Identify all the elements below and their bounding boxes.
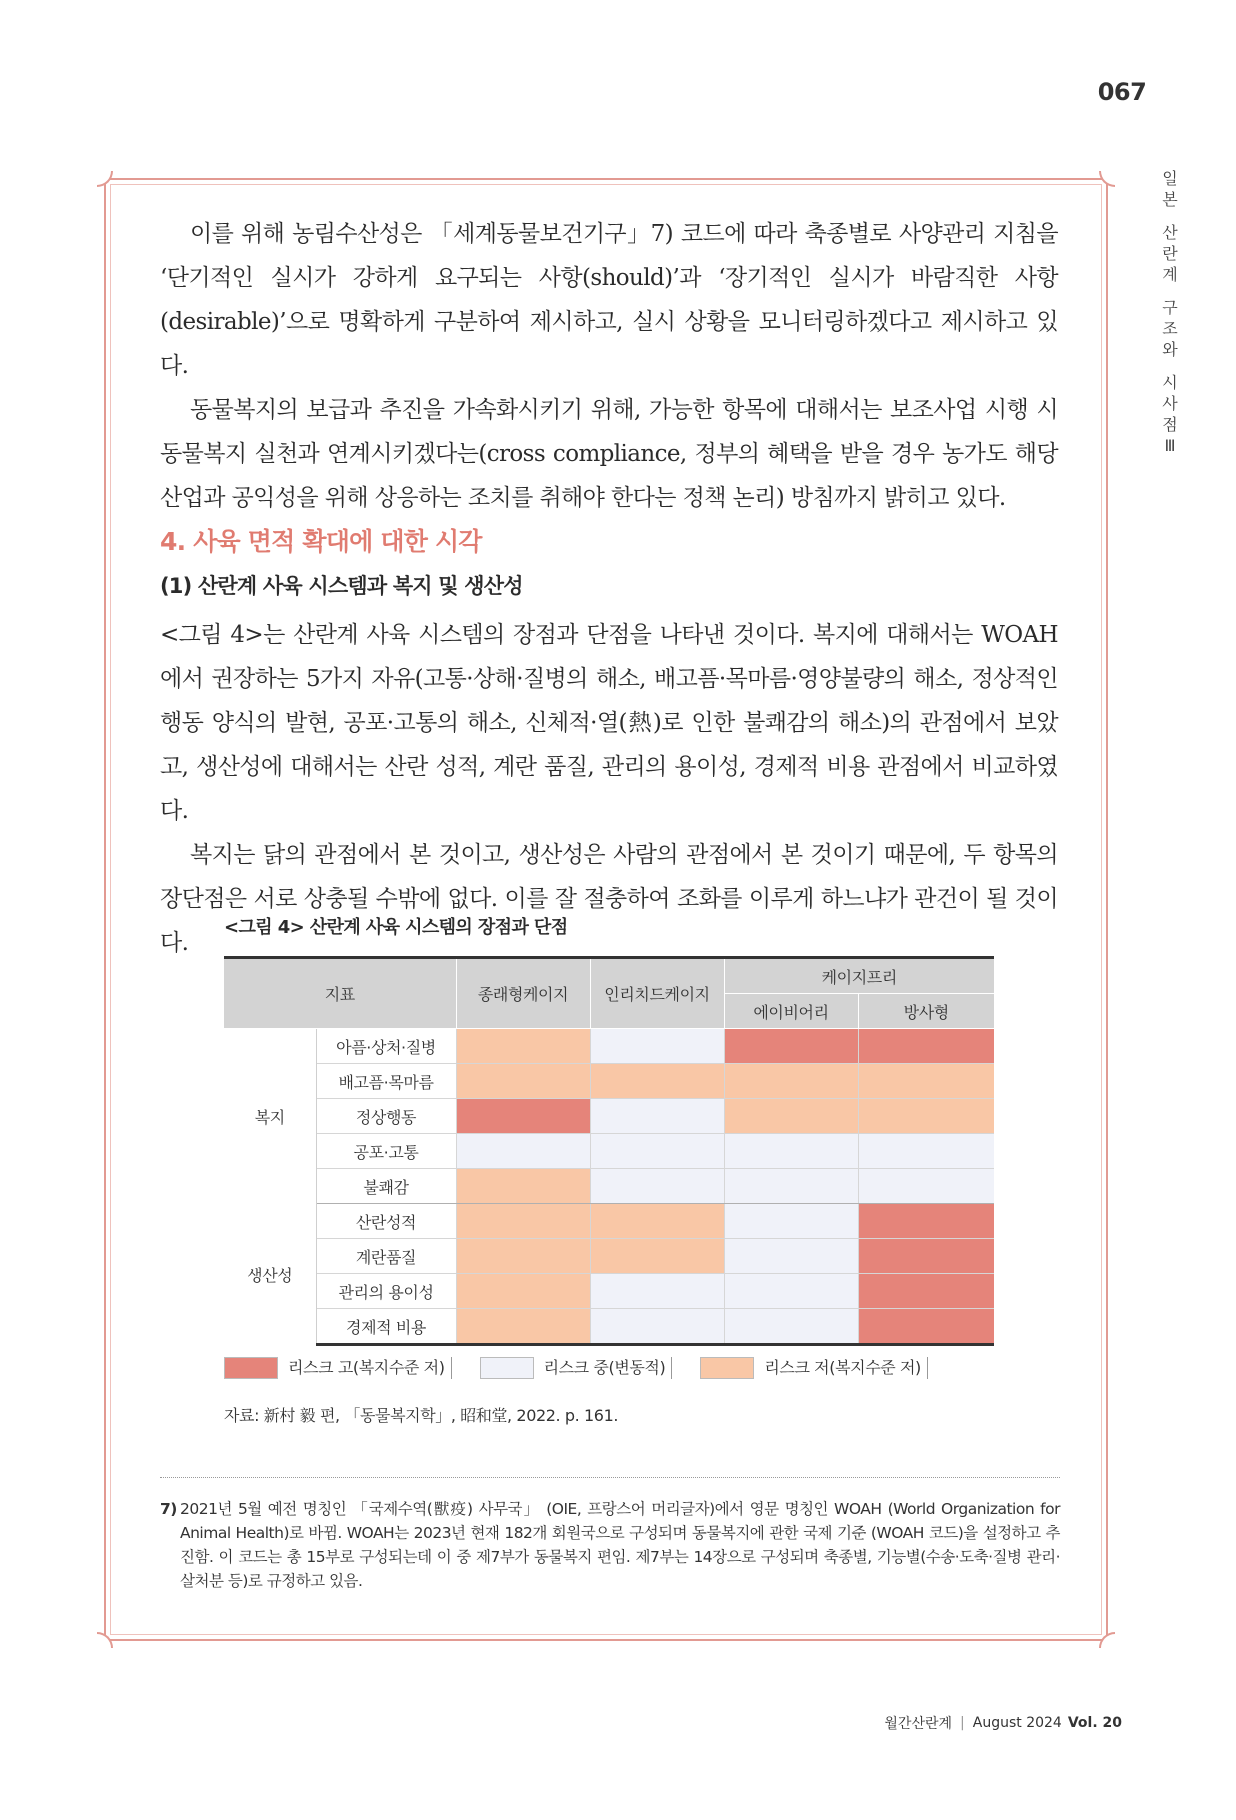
vertical-title-char: 본 <box>1162 190 1178 209</box>
paragraph: 동물복지의 보급과 추진을 가속화시키기 위해, 가능한 항목에 대해서는 보조사업 시행 시 동물복지 실천과 연계시키겠다는(cross compliance, 정부의 혜택을 받을 경우 농가도 해당 산업과 공익성을 위해 상응하는 조치를 취해야 한다는 정책 논리) 방침까지 밝히고 있다. <box>160 397 1058 511</box>
risk-cell-low <box>724 1064 858 1099</box>
risk-cell-mid <box>590 1029 724 1064</box>
risk-cell-mid <box>590 1274 724 1309</box>
header-enriched-cage: 인리치드케이지 <box>590 958 724 1029</box>
indicator-label: 아픔·상처·질병 <box>316 1029 456 1064</box>
table-row <box>224 1099 994 1134</box>
risk-cell-high <box>724 1029 858 1064</box>
risk-cell-low <box>858 1064 994 1099</box>
header-free-range: 방사형 <box>858 994 994 1029</box>
paragraph: 복지는 닭의 관점에서 본 것이고, 생산성은 사람의 관점에서 본 것이기 때문에, 두 항목의 장단점은 서로 상충될 수밖에 없다. 이를 잘 절충하여 조화를 이루게 하느냐가 관건이 될 것이다. <box>160 842 1058 956</box>
risk-cell-mid <box>724 1274 858 1309</box>
indicator-label: 배고픔·목마름 <box>316 1064 456 1099</box>
issue-date: August 2024 <box>972 1715 1062 1731</box>
risk-cell-mid <box>456 1134 590 1169</box>
footnote <box>160 1497 1060 1593</box>
frame-corner <box>97 171 113 187</box>
vertical-title-char: 와 <box>1162 340 1178 359</box>
legend-swatch <box>224 1357 278 1379</box>
indicator-label: 계란품질 <box>316 1239 456 1274</box>
legend-item-low <box>700 1357 928 1379</box>
section-vertical-title <box>1155 168 1185 456</box>
page-footer <box>884 1713 1122 1733</box>
legend-swatch <box>700 1357 754 1379</box>
risk-cell-mid <box>858 1169 994 1204</box>
indicator-label: 산란성적 <box>316 1204 456 1239</box>
indicator-label: 불쾌감 <box>316 1169 456 1204</box>
volume-number: Vol. 20 <box>1067 1715 1122 1731</box>
vertical-title-char: 일 <box>1162 169 1178 188</box>
risk-cell-high <box>858 1204 994 1239</box>
magazine-name: 월간산란계 <box>884 1716 953 1732</box>
risk-cell-mid <box>858 1134 994 1169</box>
risk-cell-low <box>456 1274 590 1309</box>
frame-corner <box>1099 1632 1115 1648</box>
risk-table <box>224 956 994 1346</box>
table-row <box>224 1204 994 1239</box>
vertical-title-char: Ⅲ <box>1164 436 1176 455</box>
risk-cell-high <box>858 1029 994 1064</box>
legend <box>224 1357 956 1379</box>
paragraph: 이를 위해 농림수산성은 「세계동물보건기구」7) 코드에 따라 축종별로 사양관리 지침을 ‘단기적인 실시가 강하게 요구되는 사항(should)’과 ‘장기적인 실시가 바람직한 사항(desirable)’으로 명확하게 구분하여 제시하고, 실시 상황을 모니터링하겠다고 제시하고 있다. <box>160 221 1058 379</box>
table-row <box>224 1029 994 1064</box>
risk-cell-low <box>456 1204 590 1239</box>
risk-cell-low <box>456 1029 590 1064</box>
indicator-label: 공포·고통 <box>316 1134 456 1169</box>
risk-cell-low <box>590 1064 724 1099</box>
legend-item-mid <box>480 1357 673 1379</box>
risk-cell-low <box>858 1099 994 1134</box>
group-label: 생산성 <box>224 1204 316 1345</box>
risk-cell-low <box>590 1204 724 1239</box>
vertical-title-char: 사 <box>1162 394 1178 413</box>
risk-cell-mid <box>590 1134 724 1169</box>
paragraph: <그림 4>는 산란계 사육 시스템의 장점과 단점을 나타낸 것이다. 복지에 대해서는 WOAH에서 권장하는 5가지 자유(고통·상해·질병의 해소, 배고픔·목마름·영양불량의 해소, 정상적인 행동 양식의 발현, 공포·고통의 해소, 신체적·열(熱)로 인한 불쾌감의 해소)의 관점에서 보았고, 생산성에 대해서는 산란 성적, 계란 품질, 관리의 용이성, 경제적 비용 관점에서 비교하였다. <box>160 622 1058 824</box>
footer-separator: | <box>960 1715 965 1731</box>
header-indicator: 지표 <box>224 958 456 1029</box>
legend-swatch <box>480 1357 534 1379</box>
risk-cell-mid <box>724 1204 858 1239</box>
table-row <box>224 1309 994 1345</box>
risk-cell-low <box>456 1064 590 1099</box>
table-row <box>224 1064 994 1099</box>
risk-cell-mid <box>724 1134 858 1169</box>
risk-cell-high <box>858 1274 994 1309</box>
body-text-top <box>160 212 1058 520</box>
sub-heading: (1) 산란계 사육 시스템과 복지 및 생산성 <box>160 574 523 598</box>
risk-cell-mid <box>724 1309 858 1345</box>
vertical-title-char: 산 <box>1162 223 1178 242</box>
risk-cell-mid <box>590 1169 724 1204</box>
indicator-label: 경제적 비용 <box>316 1309 456 1345</box>
figure-source: 자료: 新村 毅 편, 「동물복지학」, 昭和堂, 2022. p. 161. <box>224 1406 619 1425</box>
risk-cell-mid <box>724 1239 858 1274</box>
risk-cell-high <box>858 1309 994 1345</box>
page-number: 067 <box>1097 78 1147 106</box>
frame-corner <box>1099 171 1115 187</box>
indicator-label: 관리의 용이성 <box>316 1274 456 1309</box>
table-row <box>224 1169 994 1204</box>
footnote-text: 2021년 5월 예전 명칭인 「국제수역(獸疫) 사무국」 (OIE, 프랑스어 머리글자)에서 영문 명칭인 WOAH (World Organization for Animal Health)로 바뀜. WOAH는 2023년 현재 182개 회원국으로 구성되며 동물복지에 관한 국제 기준 (WOAH 코드)을 설정하고 추진함. 이 코드는 총 15부로 구성되는데 이 중 제7부가 동물복지 편임. 제7부는 14장으로 구성되며 축종별, 기능별(수송·도축·질병 관리·살처분 등)로 규정하고 있음. <box>180 1500 1060 1590</box>
risk-cell-low <box>456 1309 590 1345</box>
header-aviary: 에이비어리 <box>724 994 858 1029</box>
legend-label: 리스크 중(변동적) <box>544 1357 673 1379</box>
risk-cell-low <box>456 1239 590 1274</box>
risk-cell-mid <box>724 1169 858 1204</box>
legend-item-high <box>224 1357 452 1379</box>
vertical-title-char: 시 <box>1162 373 1178 392</box>
legend-label: 리스크 고(복지수준 저) <box>288 1357 452 1379</box>
legend-label: 리스크 저(복지수준 저) <box>764 1357 928 1379</box>
risk-cell-high <box>456 1099 590 1134</box>
table-row <box>224 1239 994 1274</box>
footnote-number: 7) <box>160 1500 177 1518</box>
risk-cell-mid <box>590 1099 724 1134</box>
indicator-label: 정상행동 <box>316 1099 456 1134</box>
vertical-title-char: 란 <box>1162 244 1178 263</box>
vertical-title-char: 점 <box>1162 415 1178 434</box>
risk-cell-low <box>590 1239 724 1274</box>
figure-title: <그림 4> 산란계 사육 시스템의 장점과 단점 <box>224 917 568 938</box>
header-cage-free: 케이지프리 <box>724 958 994 994</box>
frame-corner <box>97 1632 113 1648</box>
footnote-divider <box>160 1477 1060 1478</box>
vertical-title-char: 조 <box>1162 319 1178 338</box>
risk-cell-mid <box>590 1309 724 1345</box>
table-row <box>224 1274 994 1309</box>
section-heading: 4. 사육 면적 확대에 대한 시각 <box>160 527 482 556</box>
vertical-title-char: 계 <box>1162 265 1178 284</box>
header-conventional-cage: 종래형케이지 <box>456 958 590 1029</box>
vertical-title-char: 구 <box>1162 298 1178 317</box>
risk-cell-high <box>858 1239 994 1274</box>
table-row <box>224 1134 994 1169</box>
group-label: 복지 <box>224 1029 316 1204</box>
risk-cell-low <box>456 1169 590 1204</box>
risk-cell-low <box>724 1099 858 1134</box>
